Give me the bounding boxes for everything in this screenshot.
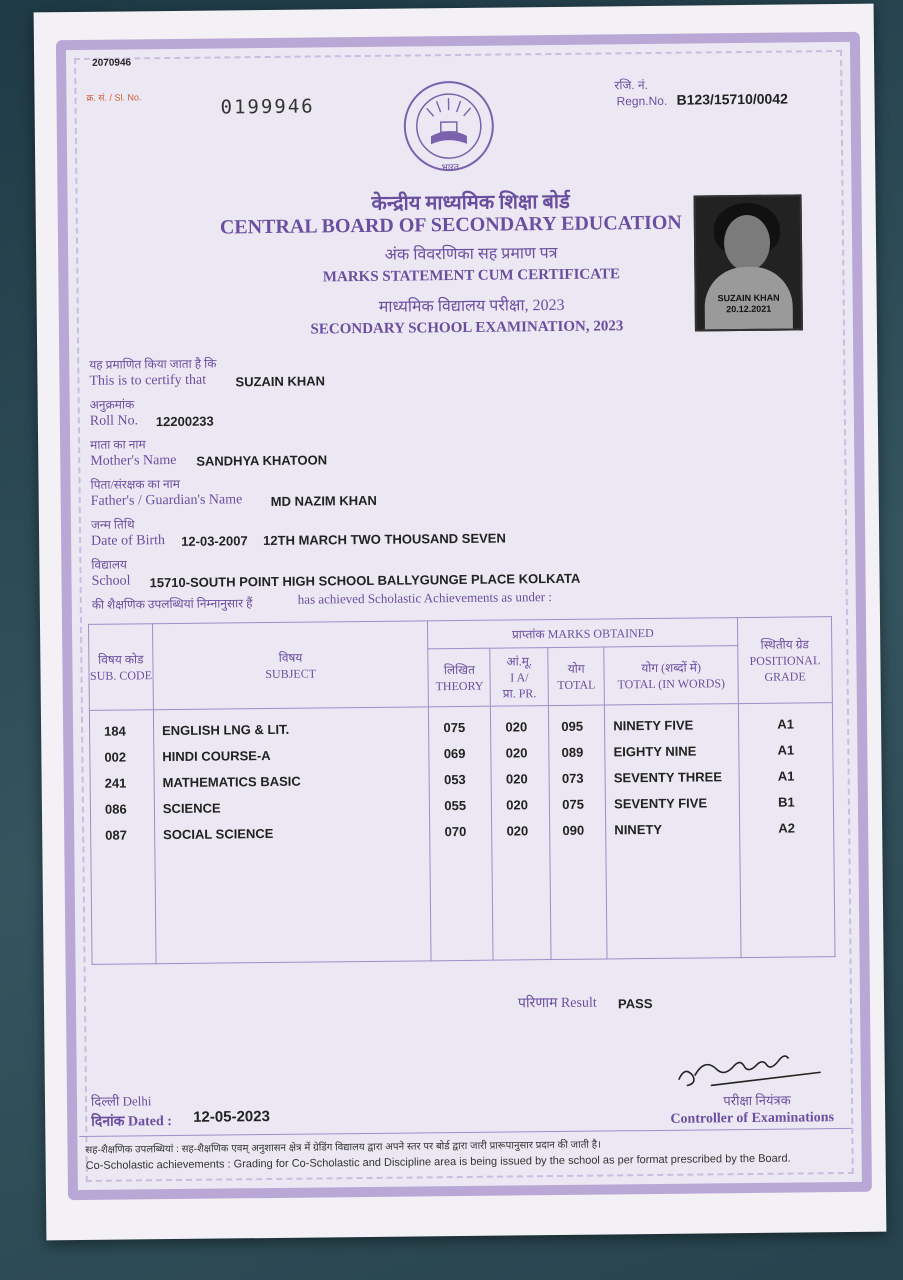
serial-label: क्र. सं. / Sl. No. [86, 92, 142, 103]
dated-label: दिनांक Dated : [91, 1114, 172, 1130]
dob-label: Date of Birth [91, 533, 166, 549]
table-cell: MATHEMATICS BASIC [162, 773, 301, 791]
table-cell: 075 [443, 719, 466, 736]
school-label: School [91, 573, 131, 589]
table-cell: 020 [506, 823, 529, 839]
certificate-paper [34, 4, 887, 1241]
mother-label: Mother's Name [90, 452, 177, 469]
board-title: CENTRAL BOARD OF SECONDARY EDUCATION [219, 211, 682, 239]
photo-caption-date: 20.12.2021 [726, 303, 772, 315]
result-value: PASS [617, 996, 653, 1012]
roll-number: 12200233 [155, 413, 214, 430]
table-cell: 184 [104, 723, 126, 739]
place: दिल्ली Delhi [90, 1093, 152, 1109]
col-subject [153, 707, 431, 964]
header-positional-grade: स्थितीय ग्रेड POSITIONAL GRADE [737, 617, 832, 704]
table-cell: A1 [777, 716, 794, 732]
table-cell: 241 [104, 775, 127, 791]
regn-number: B123/15710/0042 [676, 90, 788, 108]
regn-label: Regn.No. [616, 93, 668, 109]
table-cell: B1 [778, 794, 795, 810]
issue-date: 12-05-2023 [193, 1108, 270, 1126]
regn-label-hi: रजि. नं. [614, 78, 649, 93]
table-cell: SOCIAL SCIENCE [163, 825, 274, 843]
emblem-motto: भारत [441, 161, 460, 173]
table-cell: A2 [778, 820, 796, 836]
father-label-hi: पिता/संरक्षक का नाम [90, 476, 180, 492]
student-name: SUZAIN KHAN [235, 373, 326, 390]
header-marks-obtained: प्राप्तांक MARKS OBTAINED [428, 618, 738, 649]
table-cell: A1 [777, 742, 795, 758]
header-theory: लिखित THEORY [428, 648, 491, 707]
board-title-hi: केन्द्रीय माध्यमिक शिक्षा बोर्ड [371, 190, 570, 215]
col-total [549, 705, 608, 960]
table-cell: 020 [505, 745, 528, 761]
table-cell: A1 [777, 768, 795, 784]
col-theory [429, 706, 494, 961]
col-code [89, 710, 156, 965]
table-cell: 086 [104, 801, 127, 817]
table-cell: NINETY [614, 821, 663, 838]
header-ia-pr: आं.मू. I A/ प्रा. PR. [490, 648, 549, 707]
table-cell: 020 [505, 771, 528, 787]
mother-name: SANDHYA KHATOON [196, 452, 328, 469]
table-cell: 087 [105, 827, 127, 843]
certify-label: This is to certify that [89, 372, 207, 389]
table-cell: SEVENTY FIVE [614, 795, 708, 812]
school-label-hi: विद्यालय [91, 557, 127, 572]
document-title-hi: अंक विवरणिका सह प्रमाण पत्र [384, 244, 558, 264]
certify-label-hi: यह प्रमाणित किया जाता है कि [89, 356, 217, 372]
exam-title-hi: माध्यमिक विद्यालय परीक्षा, 2023 [378, 296, 565, 316]
header-subject: विषय SUBJECT [152, 621, 428, 710]
table-cell: 090 [562, 822, 585, 838]
table-cell: 095 [561, 718, 584, 734]
achieved-label-hi: की शैक्षणिक उपलब्धियां निम्नानुसार हैं [91, 596, 253, 612]
roll-label: Roll No. [89, 413, 139, 429]
table-cell: 089 [561, 744, 584, 760]
table-cell: HINDI COURSE-A [162, 747, 271, 765]
col-grade [738, 703, 835, 958]
header-total-words: योग (शब्दों में) TOTAL (IN WORDS) [604, 646, 738, 705]
header-total: योग TOTAL [548, 647, 605, 706]
table-cell: 073 [561, 770, 584, 786]
table-cell: 020 [506, 797, 529, 813]
table-cell: ENGLISH LNG & LIT. [161, 721, 290, 739]
co-scholastic-note-hi: सह-शैक्षणिक उपलब्धियां : सह-शैक्षणिक एवम् अनुशासन क्षेत्र में ग्रेडिंग विद्यालय द्वारा अपने स्तर पर बोर्ड द्वारा जारी प्रारूपानुसार प्रदान की जाती है। [85, 1139, 601, 1156]
father-name: MD NAZIM KHAN [270, 492, 377, 509]
controller-label-hi: परीक्षा नियंत्रक [723, 1092, 791, 1109]
co-scholastic-note: Co-Scholastic achievements : Grading for Co-Scholastic and Discipline area is being issued by the school as per format prescribed by the Board. [85, 1152, 791, 1172]
dob-label-hi: जन्म तिथि [90, 517, 135, 532]
serial-small: 2070946 [92, 57, 132, 69]
table-cell: 053 [443, 771, 466, 788]
table-cell: SEVENTY THREE [613, 769, 723, 786]
document-title: MARKS STATEMENT CUM CERTIFICATE [322, 266, 621, 286]
school-name: 15710-SOUTH POINT HIGH SCHOOL BALLYGUNGE PLACE KOLKATA [149, 570, 581, 591]
col-ia [491, 706, 552, 961]
table-cell: 075 [562, 796, 584, 812]
table-cell: NINETY FIVE [613, 717, 694, 734]
controller-signature [670, 1044, 831, 1096]
table-cell: SCIENCE [162, 800, 221, 817]
father-label: Father's / Guardian's Name [90, 492, 243, 509]
table-cell: 002 [104, 749, 127, 765]
dob-value: 12-03-2007 [181, 533, 248, 549]
table-cell: 020 [505, 719, 528, 735]
photo-caption-name: SUZAIN KHAN [717, 292, 780, 304]
dob-in-words: 12TH MARCH TWO THOUSAND SEVEN [263, 530, 506, 549]
achieved-label: has achieved Scholastic Achievements as under : [297, 589, 552, 607]
table-cell: 055 [444, 797, 467, 814]
table-cell: 070 [444, 823, 467, 840]
exam-title: SECONDARY SCHOOL EXAMINATION, 2023 [310, 318, 624, 338]
mother-label-hi: माता का नाम [90, 437, 146, 452]
table-cell: 069 [443, 745, 466, 762]
table-cell: EIGHTY NINE [613, 743, 697, 760]
student-photo [694, 194, 803, 331]
result-label: परिणाम Result [517, 995, 597, 1012]
col-total-words [605, 704, 741, 959]
controller-label: Controller of Examinations [670, 1110, 835, 1127]
marks-table [88, 616, 836, 965]
header-sub-code: विषय कोड SUB. CODE [89, 624, 154, 711]
certificate-number: 0199946 [220, 95, 315, 119]
roll-label-hi: अनुक्रमांक [89, 397, 135, 412]
